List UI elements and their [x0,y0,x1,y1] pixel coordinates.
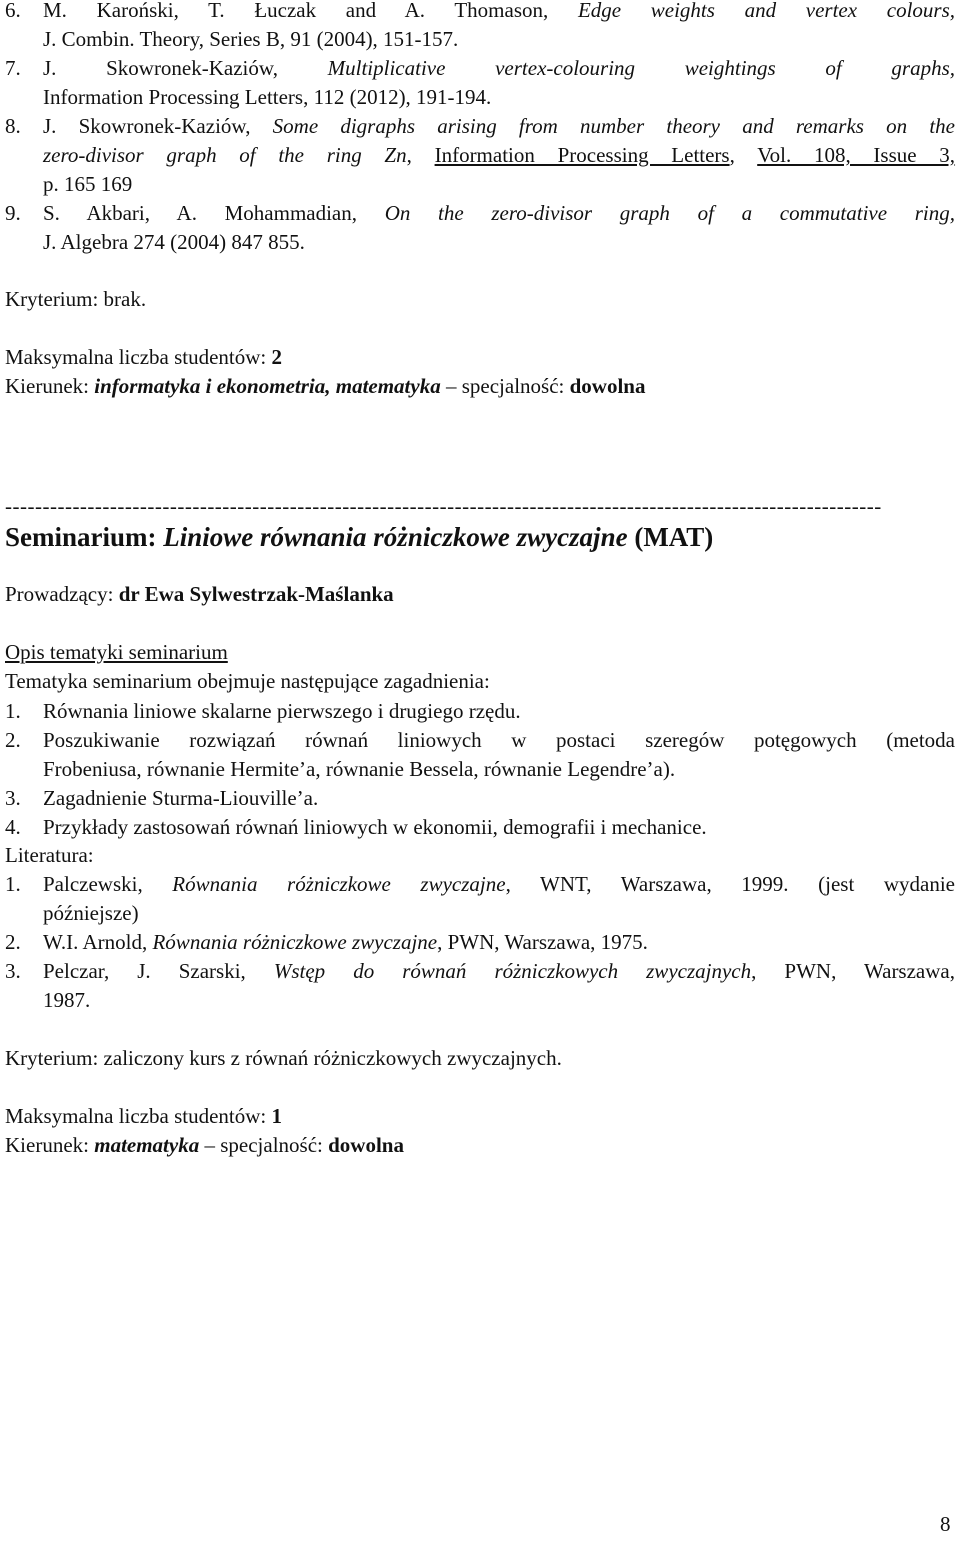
text-run: J. Algebra 274 (2004) 847 855. [43,230,305,254]
reference-item [5,199,955,257]
spec-value: dowolna [328,1133,404,1157]
kryterium-text: Kryterium: brak. [5,287,147,311]
max-students-value: 2 [271,345,283,369]
kierunek-value: matematyka [94,1133,200,1157]
item-number: 8. [5,114,21,138]
text-run: Some digraphs arising from number theory and remarks on the [272,114,955,138]
text-run: Równania różniczkowe zwyczajne [152,930,438,954]
text-run: J. Skowronek-Kaziów, [43,114,273,138]
item-number: 3. [5,786,21,810]
max-students-value: 1 [271,1104,283,1128]
text-line [43,870,955,899]
item-number: 2. [5,728,21,752]
kierunek-label: Kierunek: [5,1133,95,1157]
seminar-title [5,520,713,554]
opis-heading [5,638,955,667]
text-line: Zagadnienie Sturma-Liouville’a. [43,786,319,810]
seminar-suffix: (MAT) [627,522,714,552]
text-line [43,83,955,112]
text-line: Równania liniowe skalarne pierwszego i drugiego rzędu. [43,699,521,723]
text-run: , [729,143,758,167]
topic-item [5,784,955,813]
item-number: 2. [5,930,21,954]
topic-item [5,726,955,784]
literatura-heading-text: Literatura: [5,843,94,867]
literature-item [5,870,955,928]
topic-item [5,697,955,726]
text-line [43,112,955,141]
item-number: 1. [5,872,21,896]
text-run: 1987. [43,988,91,1012]
max-students-label: Maksymalna liczba studentów: [5,1104,272,1128]
text-line [43,957,955,986]
literature-item [5,957,955,1015]
kierunek-value: informatyka i ekonometria, matematyka [94,374,441,398]
max-students-label: Maksymalna liczba studentów: [5,345,272,369]
item-number: 9. [5,201,21,225]
text-run: zero-divisor graph of the ring Zn [43,143,407,167]
text-run: M. Karoński, T. Łuczak and A. Thomason, [43,0,578,22]
topics-intro [5,667,955,696]
text-run: p. 165 169 [43,172,133,196]
topics-intro-text: Tematyka seminarium obejmuje następujące zagadnienia: [5,669,490,693]
text-line [43,170,955,199]
seminar-label: Seminarium: [5,522,164,552]
text-run: , [406,143,435,167]
section-separator: --------------------------------------------------------------------------------------------------------------------- [5,494,882,518]
item-number: 3. [5,959,21,983]
item-number: 4. [5,815,21,839]
max-students-line-1 [5,343,955,372]
spec-label: specjalność: [456,374,570,398]
item-number: 7. [5,56,21,80]
literature-item [5,928,955,957]
spec-value: dowolna [569,374,646,398]
prowadzacy-value: dr Ewa Sylwestrzak-Maślanka [118,582,394,606]
text-run: W.I. Arnold, [43,930,153,954]
reference-item [5,112,955,199]
max-students-line-2 [5,1102,955,1131]
text-line: Przykłady zastosowań równań liniowych w ekonomii, demografii i mechanice. [43,815,707,839]
literatura-heading [5,841,955,870]
reference-item [5,0,955,54]
prowadzacy-line [5,580,955,609]
text-run: późniejsze) [43,901,139,925]
kierunek-line-2: Kierunek: matematyka – specjalność: dowolna [5,1133,404,1157]
item-number: 1. [5,699,21,723]
page-number: 8 [940,1512,951,1536]
text-line: Poszukiwanie rozwiązań równań liniowych w postaci szeregów potęgowych (metoda [43,728,955,752]
text-run: Równania różniczkowe zwyczajne [172,872,506,896]
text-run: Multiplicative vertex-colouring weightings of graphs, [327,56,955,80]
opis-heading-text: Opis tematyki seminarium [5,640,228,664]
text-run: S. Akbari, A. Mohammadian, [43,201,385,225]
text-line [43,25,955,54]
text-line [43,141,955,170]
kierunek-line-1: Kierunek: informatyka i ekonometria, matematyka – specjalność: dowolna [5,374,646,398]
text-line [43,0,955,25]
reference-item [5,54,955,112]
kryterium-line-2 [5,1044,955,1073]
text-run: Palczewski, [43,872,173,896]
text-line [43,928,955,957]
text-line [43,228,955,257]
text-run: Vol. 108, Issue 3, [757,143,956,167]
text-line [43,54,955,83]
spec-label: specjalność: [214,1133,329,1157]
kryterium-line-1 [5,285,955,314]
text-run: Information Processing Letters, 112 (2012), 191-194. [43,85,492,109]
text-run: Pelczar, J. Szarski, [43,959,274,983]
item-number: 6. [5,0,21,22]
text-run: , PWN, Warszawa, [751,959,955,983]
text-run: J. Combin. Theory, Series B, 91 (2004), 151-157. [43,27,459,51]
prowadzacy-label: Prowadzący: [5,582,119,606]
text-run: , PWN, Warszawa, 1975. [437,930,648,954]
text-line [43,986,955,1015]
text-run: Information Processing Letters [434,143,730,167]
kryterium-text: Kryterium: zaliczony kurs z równań różniczkowych zwyczajnych. [5,1046,562,1070]
seminar-name: Liniowe równania różniczkowe zwyczajne [163,522,628,552]
text-run: On the zero-divisor graph of a commutative ring, [384,201,955,225]
text-run: Wstęp do równań różniczkowych zwyczajnych [273,959,752,983]
text-run: J. Skowronek-Kaziów, [43,56,328,80]
topic-item [5,813,955,842]
text-run: , WNT, Warszawa, 1999. (jest wydanie [505,872,956,896]
text-line: Frobeniusa, równanie Hermite’a, równanie Bessela, równanie Legendre’a). [43,757,676,781]
kierunek-label: Kierunek: [5,374,95,398]
text-line [43,199,955,228]
text-run: Edge weights and vertex colours, [577,0,955,22]
text-line [43,899,955,928]
